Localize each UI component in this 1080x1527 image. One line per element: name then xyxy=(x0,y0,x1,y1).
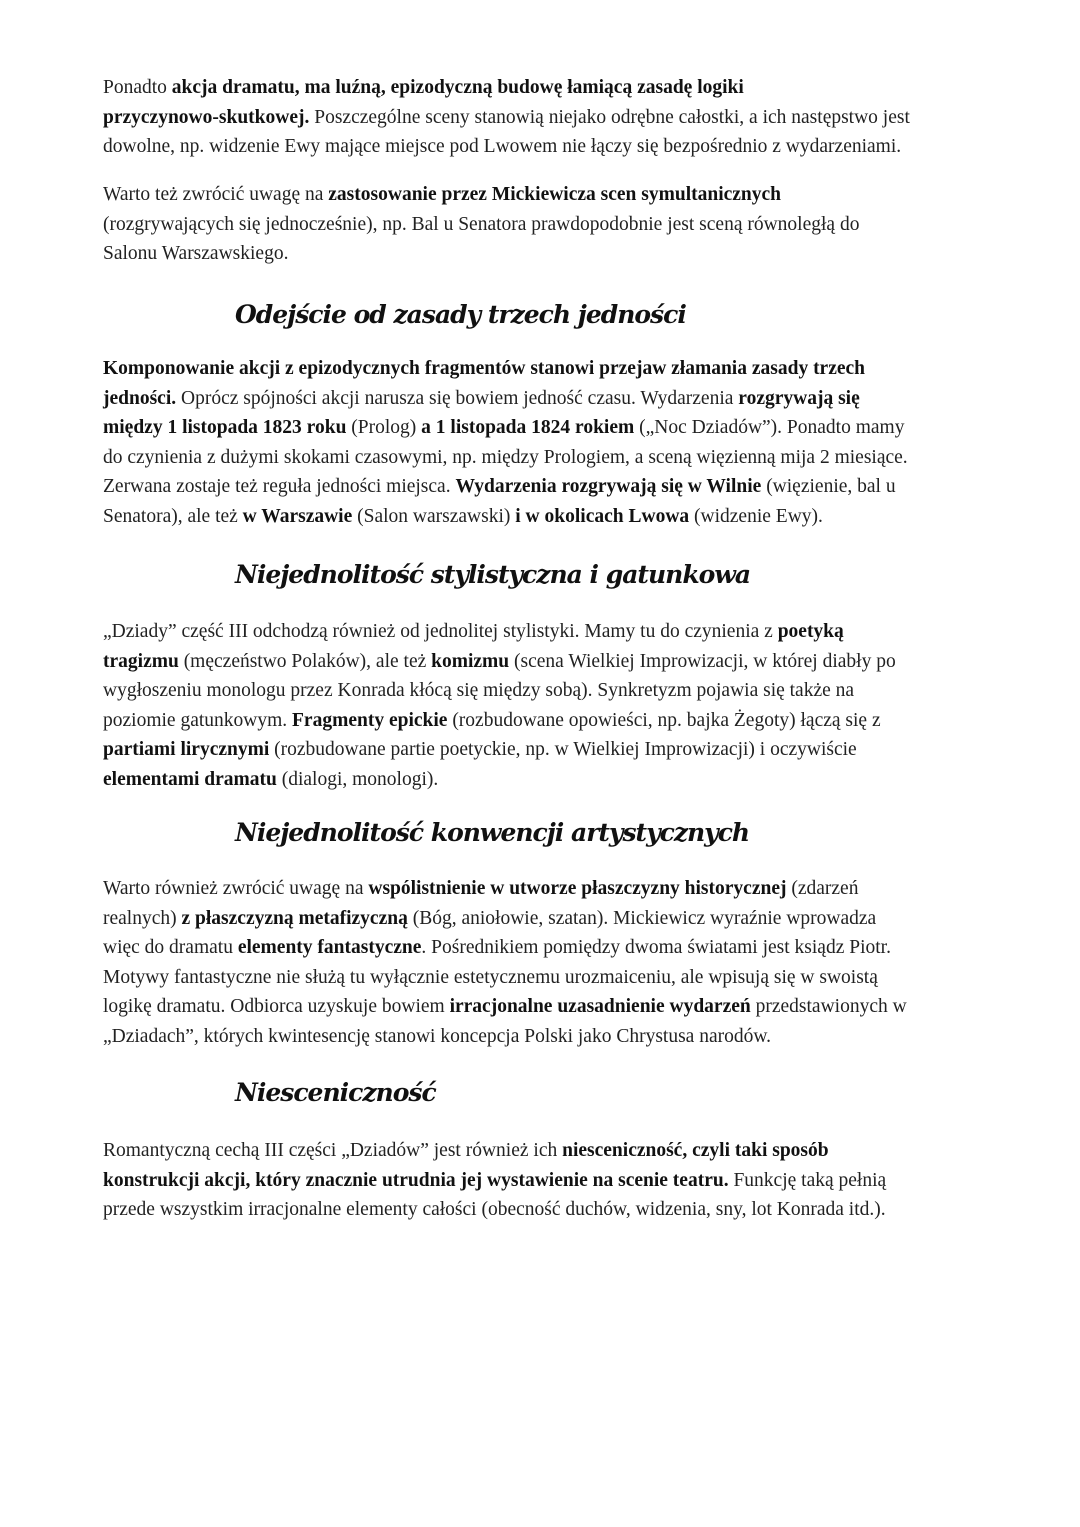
text-line xyxy=(103,874,1023,904)
bold-text: a 1 listopada 1824 rokiem xyxy=(421,417,635,438)
paragraph-episodic-action xyxy=(103,73,1023,162)
bold-text: między 1 listopada 1823 roku xyxy=(103,417,347,438)
text: Salonu Warszawskiego. xyxy=(103,243,289,264)
heading-three-unities: Odejście od zasady trzech jedności xyxy=(235,300,686,329)
bold-text: niesceniczność, czyli taki sposób xyxy=(562,1140,829,1161)
text: Oprócz spójności akcji narusza się bowiem jedność czasu. Wydarzenia xyxy=(176,387,739,409)
bold-text: rozgrywają się xyxy=(738,387,860,409)
text: (rozbudowane partie poetyckie, np. w Wielkiej Improwizacji) i oczywiście xyxy=(269,739,857,760)
bold-text: tragizmu xyxy=(103,650,179,672)
bold-text: konstrukcji akcji, który znacznie utrudnia jej wystawienie na scenie teatru. xyxy=(103,1169,729,1191)
bold-text: wspólistnienie w utworze płaszczyzny historycznej xyxy=(368,878,787,899)
text: (rozgrywających się jednocześnie), np. Bal u Senatora prawdopodobnie jest sceną równoległą do xyxy=(103,213,860,235)
text-line xyxy=(103,1166,1023,1196)
heading-niescenicznosc: Niesceniczność xyxy=(235,1078,436,1107)
text-line xyxy=(103,210,1023,240)
text: (Salon warszawski) xyxy=(352,505,516,527)
text-line xyxy=(103,963,1023,993)
text: Warto również zwrócić uwagę na xyxy=(103,878,369,899)
text: dowolne, np. widzenie Ewy mające miejsce pod Lwowem nie łączy się bezpośrednio z wydarzeniami. xyxy=(103,136,902,157)
bold-text: jedności. xyxy=(103,387,177,409)
heading-stylistic-genre: Niejednolitość stylistyczna i gatunkowa xyxy=(235,560,751,589)
text: (dialogi, monologi). xyxy=(276,768,439,790)
bold-text: irracjonalne uzasadnienie wydarzeń xyxy=(449,996,751,1017)
bold-text: Fragmenty epickie xyxy=(292,709,448,731)
text: Poszczególne sceny stanowią niejako odrębne całostki, a ich następstwo jest xyxy=(309,106,910,128)
text-line xyxy=(103,933,1023,963)
bold-text: elementami dramatu xyxy=(103,768,277,790)
text: Senatora), ale też xyxy=(103,505,243,527)
text: Motywy fantastyczne nie służą tu wyłącznie estetycznemu urozmaiceniu, ale wpisują się w swoistą xyxy=(103,966,878,988)
bold-text: partiami lirycznymi xyxy=(103,739,270,760)
text-line xyxy=(103,354,1023,384)
text: przede wszystkim irracjonalne elementy całości (obecność duchów, widzenia, sny, lot Konrada itd.). xyxy=(103,1199,886,1220)
bold-text: komizmu xyxy=(431,650,510,672)
bold-text: elementy fantastyczne xyxy=(237,937,422,958)
text-line xyxy=(103,443,1023,473)
paragraph-niescenicznosc xyxy=(103,1136,1023,1225)
bold-text: z płaszczyzną metafizyczną xyxy=(181,907,408,929)
text: Ponadto xyxy=(103,77,172,98)
text-line xyxy=(103,502,1023,532)
text-line xyxy=(103,617,1023,647)
text-line xyxy=(103,413,1023,443)
paragraph-artistic-conventions xyxy=(103,874,1023,1051)
text: „Dziadach”, których kwintesencję stanowi koncepcja Polski jako Chrystusa narodów. xyxy=(103,1025,772,1047)
text: (Prolog) xyxy=(346,417,422,438)
text-line xyxy=(103,239,1023,269)
text-line xyxy=(103,676,1023,706)
text-line xyxy=(103,103,1023,133)
text: realnych) xyxy=(103,907,182,929)
text: poziomie gatunkowym. xyxy=(103,709,293,731)
text: Warto też zwrócić uwagę na xyxy=(103,184,329,205)
text: (Bóg, aniołowie, szatan). Mickiewicz wyraźnie wprowadza xyxy=(407,907,877,929)
text-line xyxy=(103,1022,1023,1052)
bold-text: w Warszawie xyxy=(242,505,353,527)
paragraph-simultaneous-scenes xyxy=(103,180,1023,269)
text-line xyxy=(103,132,1023,162)
text-line xyxy=(103,472,1023,502)
text: („Noc Dziadów”). Ponadto mamy xyxy=(634,417,905,438)
paragraph-three-unities xyxy=(103,354,1023,531)
text: . Pośrednikiem pomiędzy dwoma światami jest ksiądz Piotr. xyxy=(421,937,891,958)
text: Zerwana zostaje też reguła jedności miejsca. xyxy=(103,476,456,497)
text-line xyxy=(103,992,1023,1022)
text: (scena Wielkiej Improwizacji, w której diabły po xyxy=(509,650,896,672)
text: (więzienie, bal u xyxy=(761,476,896,497)
text: logikę dramatu. Odbiorca uzyskuje bowiem xyxy=(103,996,450,1017)
text: „Dziady” część III odchodzą również od jednolitej stylistyki. Mamy tu do czynienia z xyxy=(103,621,778,642)
text-line xyxy=(103,735,1023,765)
text: (męczeństwo Polaków), ale też xyxy=(178,650,432,672)
text-line xyxy=(103,765,1023,795)
text: przedstawionych w xyxy=(750,996,907,1017)
text-line xyxy=(103,1195,1023,1225)
paragraph-stylistic-genre xyxy=(103,617,1023,794)
text: Romantyczną cechą III części „Dziadów” jest również ich xyxy=(103,1140,563,1161)
text-line xyxy=(103,384,1023,414)
heading-artistic-conventions: Niejednolitość konwencji artystycznych xyxy=(235,818,750,847)
text-line xyxy=(103,73,1023,103)
text-line xyxy=(103,706,1023,736)
text: do czynienia z dużymi skokami czasowymi, np. między Prologiem, a sceną więzienną mija 2 miesiące. xyxy=(103,446,908,468)
bold-text: i w okolicach Lwowa xyxy=(515,505,690,527)
bold-text: akcja dramatu, ma luźną, epizodyczną budowę łamiącą zasadę logiki xyxy=(171,77,744,98)
text: (widzenie Ewy). xyxy=(689,505,823,527)
text: wygłoszeniu monologu przez Konrada kłócą się między sobą). Synkretyzm pojawia się także na xyxy=(103,680,855,701)
text-line xyxy=(103,904,1023,934)
text-line xyxy=(103,647,1023,677)
bold-text: przyczynowo-skutkowej. xyxy=(103,106,310,128)
bold-text: zastosowanie przez Mickiewicza scen symultanicznych xyxy=(328,184,782,205)
text: więc do dramatu xyxy=(103,937,238,958)
text: (zdarzeń xyxy=(786,878,859,899)
bold-text: Komponowanie akcji z epizodycznych fragmentów stanowi przejaw złamania zasady trzech xyxy=(103,358,866,379)
text-line xyxy=(103,1136,1023,1166)
bold-text: poetyką xyxy=(777,621,844,642)
text: Funkcję taką pełnią xyxy=(728,1169,887,1191)
bold-text: Wydarzenia rozgrywają się w Wilnie xyxy=(455,476,762,497)
text: (rozbudowane opowieści, np. bajka Żegoty) łączą się z xyxy=(447,709,881,731)
text-line xyxy=(103,180,1023,210)
